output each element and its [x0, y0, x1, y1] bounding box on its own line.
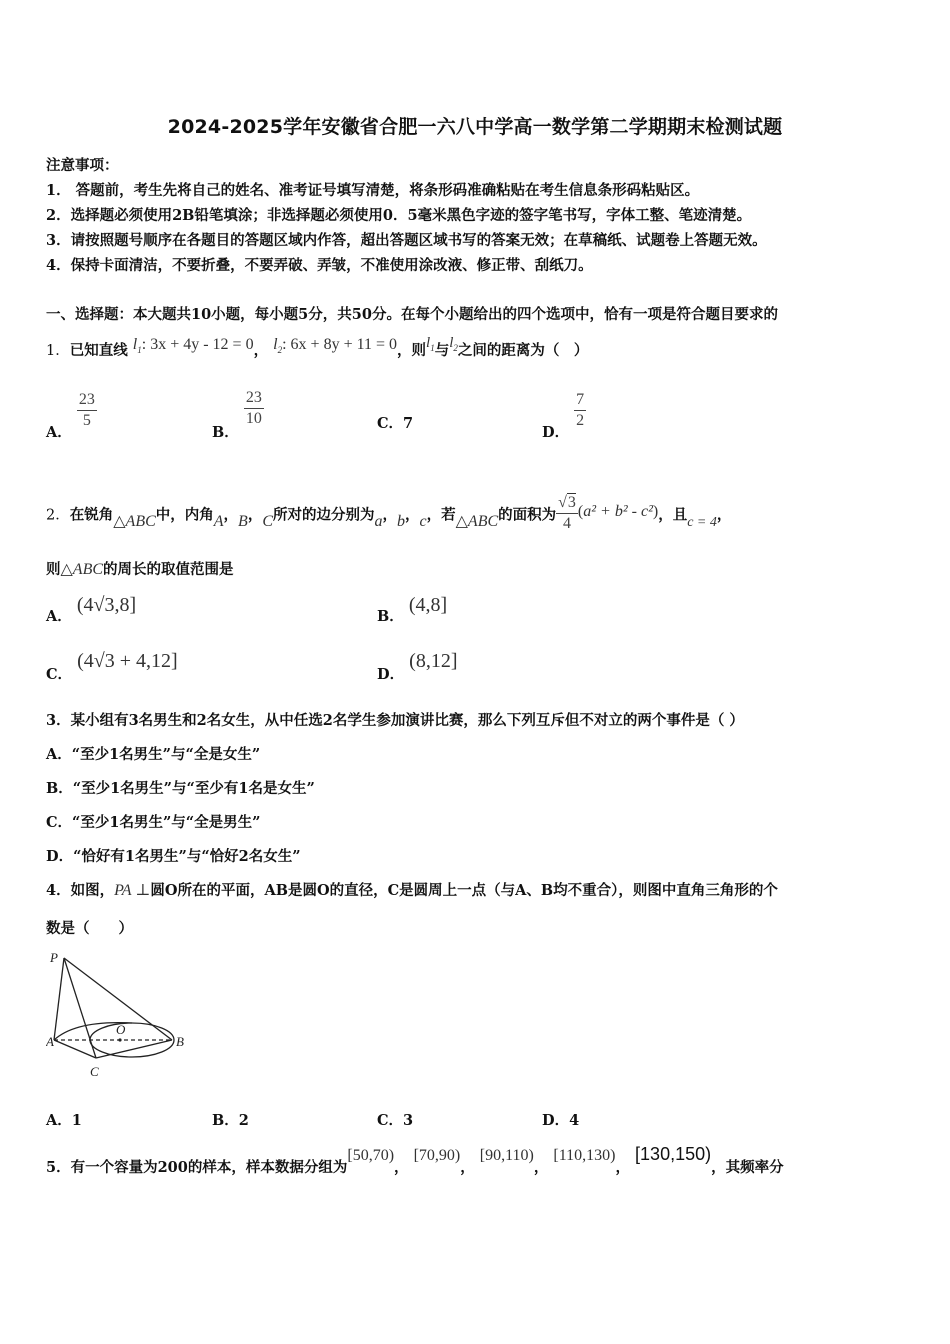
question-3-stem: 3．某小组有3名男生和2名女生，从中任选2名学生参加演讲比赛，那么下列互斥但不对立的两个事件是（ ） — [46, 712, 744, 729]
q3-option-c: C．“至少1名男生”与“全是男生” — [46, 814, 261, 831]
group-interval: [130,150) — [635, 1144, 712, 1164]
option-label: B． — [377, 608, 404, 625]
q3-option-a: A．“至少1名男生”与“全是女生” — [46, 746, 261, 763]
q1-text: 与 — [434, 342, 450, 359]
question-number: 1． — [46, 343, 70, 359]
notice-item: 2．选择题必须使用2B铅笔填涂；非选择题必须使用0．5毫米黑色字迹的签字笔书写，字体工整、笔迹清楚。 — [46, 207, 752, 224]
question-2-stem: 2．在锐角△ABC中，内角A，B，C所对的边分别为a，b，c，若△ABC的面积为 $\frac{√3}{4}$ (a² + b² - c²)，且c = 4， — [46, 494, 732, 532]
q1-comma: ， — [253, 342, 269, 359]
q2-text: ，若 — [426, 506, 456, 524]
fraction: $\frac{7}{2}$ — [576, 391, 585, 429]
q2-line2 — [46, 558, 234, 579]
q4-option-b: B．2 — [212, 1112, 249, 1129]
q5-text: ，其频率分 — [711, 1159, 784, 1176]
option-label: D． — [542, 424, 570, 441]
triangle-abc: △ABC — [113, 512, 156, 530]
line-l2-equation: $l_2$: 6x + 8y + 11 = 0 — [273, 336, 398, 356]
q2-text: 的周长的取值范围是 — [103, 561, 234, 578]
q4-text: 圆O所在的平面，AB是圆O的直径，C是圆周上一点（与A、B均不重合），则图中直角三角形的个 — [150, 882, 778, 899]
cone-figure — [46, 950, 196, 1085]
segment-bc — [96, 1040, 172, 1058]
label-c: C — [90, 1064, 99, 1079]
q2-text: 的面积为 — [498, 506, 557, 524]
q2-text: 在锐角 — [69, 506, 114, 524]
q3-option-d: D．“恰好有1名男生”与“恰好2名女生” — [46, 848, 301, 865]
symbol-l1: $l_1$ — [426, 335, 435, 353]
q2-option-c — [46, 650, 178, 683]
option-label: B． — [212, 424, 239, 441]
q1-option-a — [46, 384, 97, 441]
group-interval: [50,70) — [347, 1147, 395, 1164]
side-c: c — [419, 512, 427, 530]
option-value: (8,12] — [409, 650, 458, 672]
q1-option-b — [212, 384, 264, 441]
q2-text: 所对的边分别为 — [273, 506, 375, 524]
q1-option-d — [542, 384, 586, 441]
question-5-stem: 5．有一个容量为200的样本，样本数据分组为[50,70)， [70,90)， [90,110)， [110,130)， [130,150)，其频率分 — [46, 1144, 784, 1176]
q2-option-b — [377, 594, 448, 625]
q4-option-a: A．1 — [46, 1112, 82, 1129]
area-expression: (a² + b² - c²) — [577, 502, 659, 520]
symbol-l2: $l_2$ — [449, 335, 458, 353]
fraction: $\frac{23}{10}$ — [245, 389, 262, 427]
group-interval: [90,110) — [479, 1147, 534, 1164]
q2-text: ，且 — [658, 506, 688, 524]
label-a: A — [46, 1034, 54, 1049]
line-l1-equation: $l_1$: 3x + 4y - 12 = 0 — [132, 336, 254, 356]
label-b: B — [176, 1034, 184, 1049]
question-4-stem — [46, 879, 778, 900]
angle-b: B — [238, 512, 248, 530]
option-label: A． — [46, 608, 72, 625]
q1-text: 已知直线 — [69, 342, 128, 359]
side-c-value: c = 4 — [687, 514, 717, 530]
segment-pc — [64, 958, 96, 1058]
q3-option-b: B．“至少1名男生”与“至少有1名是女生” — [46, 780, 315, 797]
angle-a: A — [213, 512, 224, 530]
q4-text: 4．如图， — [46, 882, 115, 899]
option-label: C． — [377, 415, 404, 432]
triangle-abc: △ABC — [455, 512, 499, 530]
q4-option-d: D．4 — [542, 1112, 580, 1129]
q1-text: 之间的距离为（ ） — [457, 342, 589, 359]
q4-option-c: C．3 — [377, 1112, 414, 1129]
option-value: (4√3 + 4,12] — [77, 650, 178, 672]
triangle-abc: △ABC — [60, 561, 104, 578]
label-o: O — [116, 1022, 126, 1037]
notice-heading: 注意事项： — [46, 157, 119, 174]
area-fraction: $\frac{√3}{4}$ — [558, 494, 576, 532]
option-label: D． — [377, 666, 405, 683]
side-a: a — [374, 512, 383, 530]
segment-pa — [54, 958, 64, 1040]
fraction: $\frac{23}{5}$ — [78, 391, 95, 429]
option-label: A． — [46, 424, 72, 441]
notice-item: 3．请按照题号顺序在各题目的答题区域内作答，超出答题区域书写的答案无效；在草稿纸、试题卷上答题无效。 — [46, 232, 767, 249]
notice-item: 1． 答题前，考生先将自己的姓名、准考证号填写清楚，将条形码准确粘贴在考生信息条形码粘贴区。 — [46, 182, 700, 199]
q2-text: 则 — [46, 561, 61, 578]
page-title: 2024-2025学年安徽省合肥一六八中学高一数学第二学期期末检测试题 — [167, 116, 783, 138]
option-label: C． — [46, 666, 73, 683]
q2-text: 中，内角 — [155, 506, 214, 524]
segment-ac — [54, 1040, 96, 1058]
q1-option-c — [377, 412, 413, 433]
q2-option-d — [377, 650, 458, 683]
option-value: 7 — [403, 415, 414, 432]
pa-perpendicular: PA ⊥ — [114, 882, 151, 899]
option-value: (4√3,8] — [76, 594, 137, 616]
side-b: b — [397, 512, 405, 530]
label-p: P — [50, 950, 58, 965]
q2-option-a — [46, 594, 137, 625]
q5-text: 5．有一个容量为200的样本，样本数据分组为 — [46, 1159, 348, 1176]
group-interval: [70,90) — [413, 1147, 461, 1164]
q4-line2: 数是（ ） — [46, 920, 133, 937]
option-value: (4,8] — [408, 594, 448, 616]
center-point-o — [118, 1038, 121, 1041]
section-heading: 一、选择题：本大题共10小题，每小题5分，共50分。在每个小题给出的四个选项中，恰有一项是符合题目要求的 — [46, 306, 778, 323]
question-number: 2． — [46, 507, 70, 524]
notice-item: 4．保持卡面清洁，不要折叠，不要弄破、弄皱，不准使用涂改液、修正带、刮纸刀。 — [46, 257, 593, 274]
angle-c: C — [262, 512, 273, 530]
q1-text: ，则 — [397, 342, 427, 359]
question-1-stem — [46, 335, 589, 361]
group-interval: [110,130) — [553, 1147, 616, 1164]
